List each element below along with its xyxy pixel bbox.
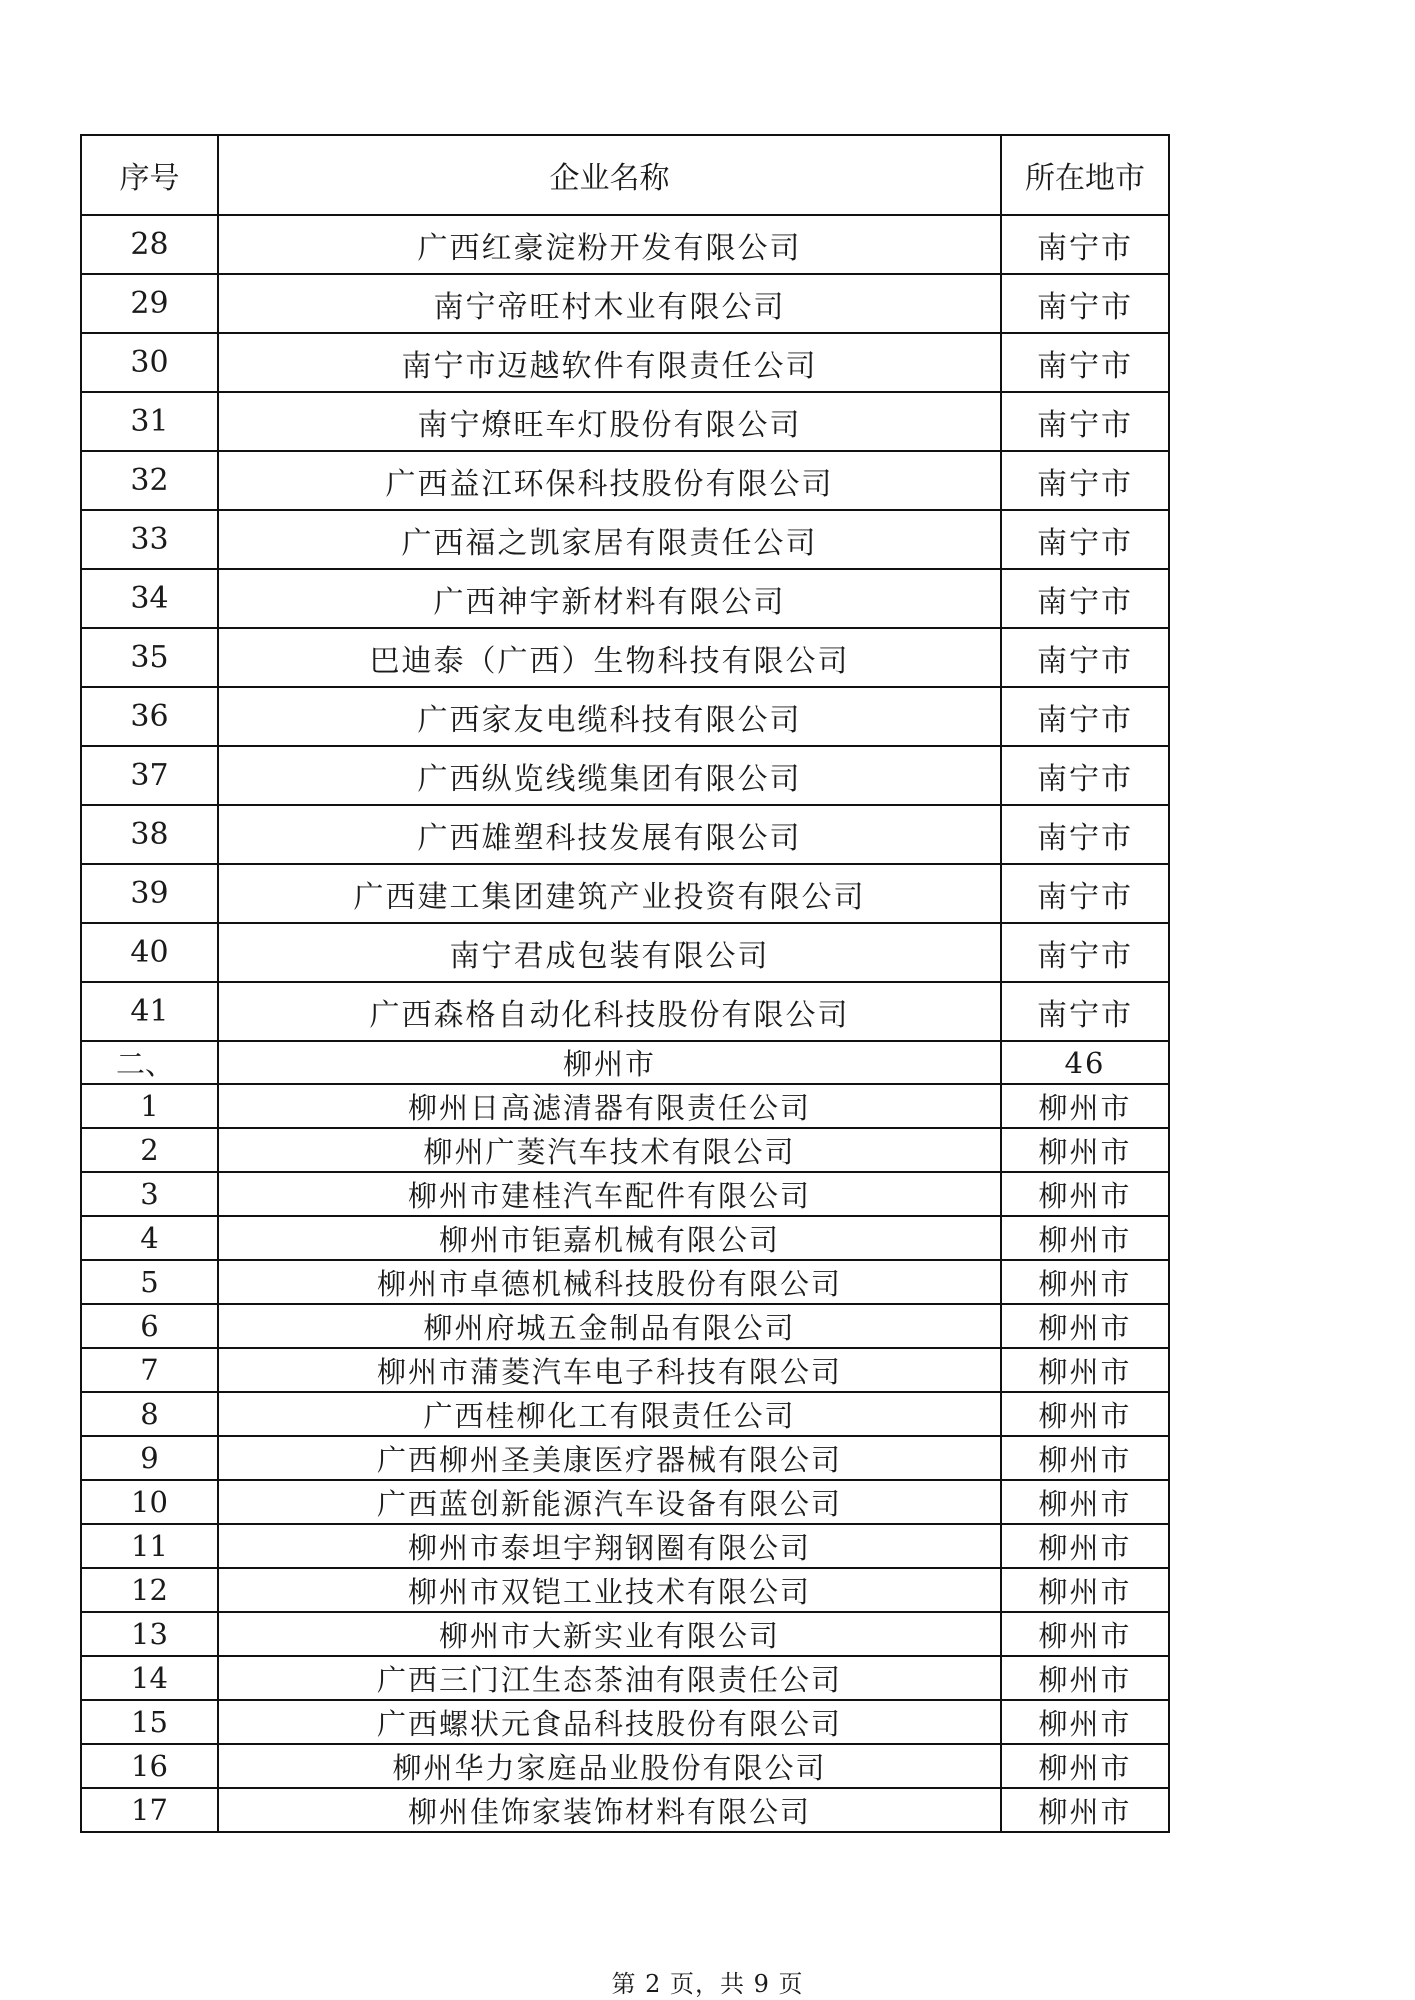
row-seq: 17 [81,1788,218,1832]
table-row [81,1700,1169,1744]
row-city: 南宁市 [1001,746,1169,805]
table-row [81,274,1169,333]
row-seq: 7 [81,1348,218,1392]
row-city: 南宁市 [1001,864,1169,923]
row-seq: 12 [81,1568,218,1612]
row-city: 南宁市 [1001,333,1169,392]
row-city: 柳州市 [1001,1304,1169,1348]
row-city: 柳州市 [1001,1128,1169,1172]
row-seq: 13 [81,1612,218,1656]
row-city: 柳州市 [1001,1260,1169,1304]
row-name: 柳州市双铠工业技术有限公司 [218,1568,1001,1612]
table-row [81,1612,1169,1656]
row-name: 广西纵览线缆集团有限公司 [218,746,1001,805]
row-name: 广西桂柳化工有限责任公司 [218,1392,1001,1436]
row-seq: 10 [81,1480,218,1524]
table-row [81,1744,1169,1788]
row-city: 南宁市 [1001,805,1169,864]
row-name: 南宁君成包装有限公司 [218,923,1001,982]
row-name: 南宁市迈越软件有限责任公司 [218,333,1001,392]
table-row [81,1436,1169,1480]
row-city: 南宁市 [1001,923,1169,982]
enterprise-table [80,134,1170,1833]
row-seq: 40 [81,923,218,982]
row-name: 广西蓝创新能源汽车设备有限公司 [218,1480,1001,1524]
row-name: 广西森格自动化科技股份有限公司 [218,982,1001,1041]
table-row [81,510,1169,569]
row-city: 南宁市 [1001,510,1169,569]
row-seq: 2 [81,1128,218,1172]
row-seq: 15 [81,1700,218,1744]
row-name: 广西三门江生态茶油有限责任公司 [218,1656,1001,1700]
header-seq: 序号 [81,135,218,215]
row-name: 广西福之凯家居有限责任公司 [218,510,1001,569]
row-name: 巴迪泰（广西）生物科技有限公司 [218,628,1001,687]
row-seq: 38 [81,805,218,864]
row-name: 南宁帝旺村木业有限公司 [218,274,1001,333]
row-name: 柳州市钜嘉机械有限公司 [218,1216,1001,1260]
table-row [81,451,1169,510]
table-row [81,923,1169,982]
row-city: 柳州市 [1001,1788,1169,1832]
row-city: 南宁市 [1001,628,1169,687]
table-row [81,805,1169,864]
row-name: 柳州府城五金制品有限公司 [218,1304,1001,1348]
row-seq: 37 [81,746,218,805]
group-count: 46 [1001,1041,1169,1084]
row-city: 南宁市 [1001,392,1169,451]
table-row [81,1084,1169,1128]
page-footer: 第 2 页，共 9 页 [611,1970,804,1998]
table-row [81,1788,1169,1832]
table-row [81,1172,1169,1216]
table-row [81,215,1169,274]
row-seq: 36 [81,687,218,746]
row-name: 柳州华力家庭品业股份有限公司 [218,1744,1001,1788]
table-row [81,1392,1169,1436]
table-row [81,333,1169,392]
row-city: 柳州市 [1001,1172,1169,1216]
row-seq: 8 [81,1392,218,1436]
group-name: 柳州市 [218,1041,1001,1084]
row-city: 南宁市 [1001,982,1169,1041]
row-city: 柳州市 [1001,1084,1169,1128]
row-name: 广西益江环保科技股份有限公司 [218,451,1001,510]
row-seq: 11 [81,1524,218,1568]
row-seq: 33 [81,510,218,569]
row-city: 柳州市 [1001,1348,1169,1392]
row-seq: 9 [81,1436,218,1480]
table-row [81,864,1169,923]
row-city: 南宁市 [1001,569,1169,628]
row-city: 南宁市 [1001,274,1169,333]
table-row [81,1568,1169,1612]
row-name: 柳州市卓德机械科技股份有限公司 [218,1260,1001,1304]
row-name: 柳州市蒲菱汽车电子科技有限公司 [218,1348,1001,1392]
row-name: 柳州佳饰家装饰材料有限公司 [218,1788,1001,1832]
row-name: 广西家友电缆科技有限公司 [218,687,1001,746]
row-city: 柳州市 [1001,1744,1169,1788]
row-seq: 29 [81,274,218,333]
row-name: 南宁燎旺车灯股份有限公司 [218,392,1001,451]
row-city: 柳州市 [1001,1700,1169,1744]
table-row [81,1216,1169,1260]
table-row [81,1128,1169,1172]
row-seq: 39 [81,864,218,923]
row-name: 广西柳州圣美康医疗器械有限公司 [218,1436,1001,1480]
table-row [81,1524,1169,1568]
table-row [81,569,1169,628]
row-name: 柳州日高滤清器有限责任公司 [218,1084,1001,1128]
table-row [81,1348,1169,1392]
row-name: 广西雄塑科技发展有限公司 [218,805,1001,864]
row-name: 柳州市建桂汽车配件有限公司 [218,1172,1001,1216]
group-row-liuzhou [81,1041,1169,1084]
row-seq: 1 [81,1084,218,1128]
row-name: 柳州市大新实业有限公司 [218,1612,1001,1656]
table-row [81,1656,1169,1700]
row-name: 广西神宇新材料有限公司 [218,569,1001,628]
row-seq: 31 [81,392,218,451]
row-city: 柳州市 [1001,1480,1169,1524]
row-seq: 16 [81,1744,218,1788]
header-city: 所在地市 [1001,135,1169,215]
row-city: 柳州市 [1001,1656,1169,1700]
table-row [81,1304,1169,1348]
row-city: 南宁市 [1001,215,1169,274]
table-row [81,746,1169,805]
row-city: 南宁市 [1001,451,1169,510]
row-city: 柳州市 [1001,1392,1169,1436]
row-name: 广西红豪淀粉开发有限公司 [218,215,1001,274]
table-row [81,628,1169,687]
row-name: 广西螺状元食品科技股份有限公司 [218,1700,1001,1744]
row-seq: 30 [81,333,218,392]
row-seq: 41 [81,982,218,1041]
table-row [81,1260,1169,1304]
row-seq: 35 [81,628,218,687]
table-row [81,392,1169,451]
table-row [81,687,1169,746]
row-city: 柳州市 [1001,1436,1169,1480]
header-name: 企业名称 [218,135,1001,215]
row-city: 柳州市 [1001,1612,1169,1656]
row-seq: 6 [81,1304,218,1348]
table-row [81,1480,1169,1524]
group-seq: 二、 [81,1041,218,1084]
row-city: 柳州市 [1001,1524,1169,1568]
row-name: 柳州市泰坦宇翔钢圈有限公司 [218,1524,1001,1568]
row-seq: 32 [81,451,218,510]
row-city: 南宁市 [1001,687,1169,746]
row-seq: 28 [81,215,218,274]
row-seq: 14 [81,1656,218,1700]
table-row [81,982,1169,1041]
row-seq: 5 [81,1260,218,1304]
row-city: 柳州市 [1001,1216,1169,1260]
row-name: 广西建工集团建筑产业投资有限公司 [218,864,1001,923]
row-seq: 34 [81,569,218,628]
row-city: 柳州市 [1001,1568,1169,1612]
row-seq: 3 [81,1172,218,1216]
table-header-row [81,135,1169,215]
row-name: 柳州广菱汽车技术有限公司 [218,1128,1001,1172]
row-seq: 4 [81,1216,218,1260]
